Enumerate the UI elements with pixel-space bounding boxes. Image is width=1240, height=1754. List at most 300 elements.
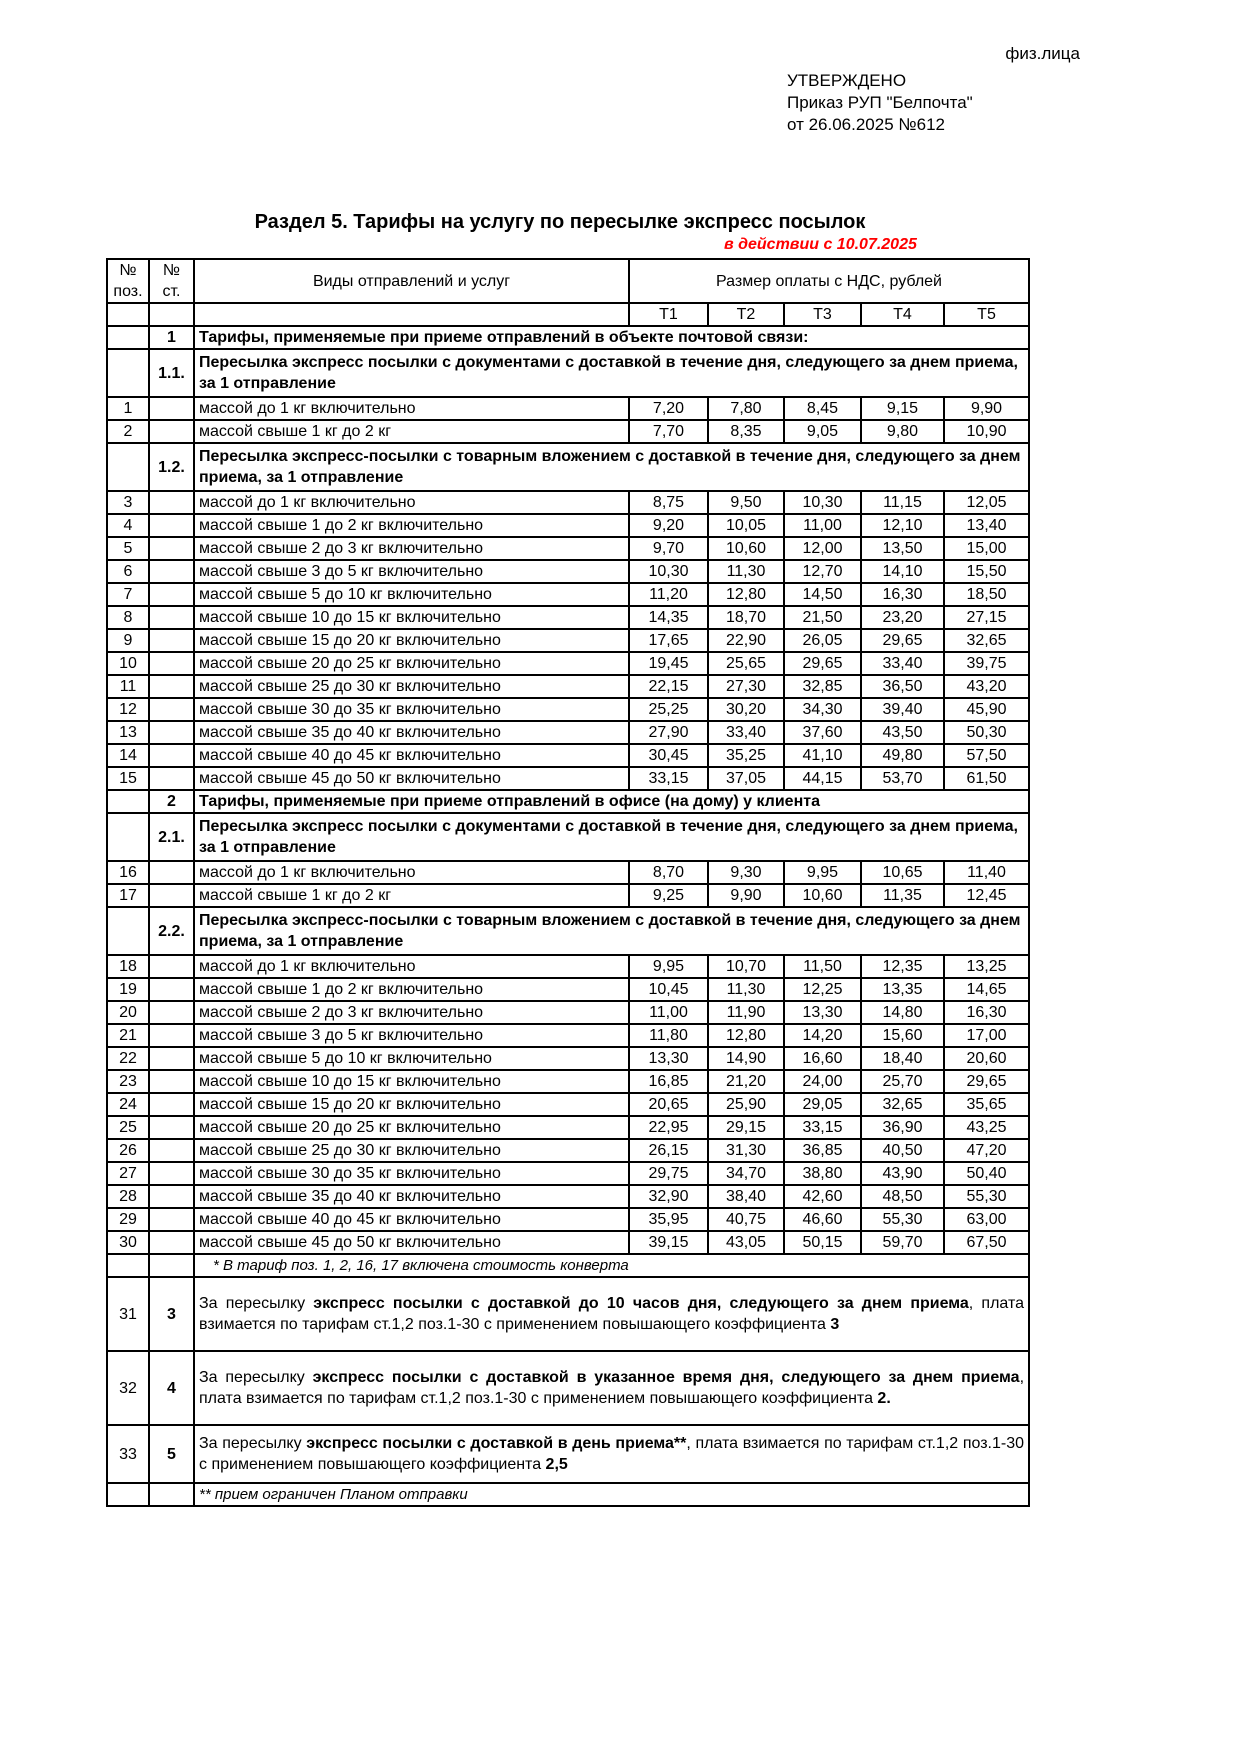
price-t1: 10,30 [629, 560, 708, 583]
table-row [107, 560, 1029, 583]
table-row [107, 514, 1029, 537]
price-t2: 18,70 [708, 606, 784, 629]
weight-description: массой свыше 20 до 25 кг включительно [194, 1116, 629, 1139]
position-number: 16 [107, 861, 149, 884]
surcharge-prefix: За пересылку [199, 1369, 313, 1386]
price-t5: 13,25 [944, 955, 1029, 978]
weight-description: массой свыше 15 до 20 кг включительно [194, 629, 629, 652]
position-number: 5 [107, 537, 149, 560]
section-row-2 [107, 790, 1029, 813]
weight-description: массой свыше 35 до 40 кг включительно [194, 721, 629, 744]
price-t4: 48,50 [861, 1185, 944, 1208]
price-t3: 24,00 [784, 1070, 861, 1093]
col-price-header: Размер оплаты с НДС, рублей [629, 259, 1029, 303]
price-t2: 43,05 [708, 1231, 784, 1254]
surcharge-coefficient: 2,5 [545, 1456, 568, 1473]
price-t5: 15,00 [944, 537, 1029, 560]
price-t2: 40,75 [708, 1208, 784, 1231]
table-row [107, 397, 1029, 420]
price-t4: 36,90 [861, 1116, 944, 1139]
price-t4: 36,50 [861, 675, 944, 698]
header-row [107, 259, 1029, 303]
position-number: 6 [107, 560, 149, 583]
subsection-title: Пересылка экспресс-посылки с товарным вложением с доставкой в течение дня, следующего за днем приема, за 1 отправление [194, 443, 1029, 491]
price-t1: 35,95 [629, 1208, 708, 1231]
price-t3: 9,95 [784, 861, 861, 884]
weight-description: массой свыше 1 кг до 2 кг [194, 884, 629, 907]
weight-description: массой свыше 1 до 2 кг включительно [194, 978, 629, 1001]
table-row [107, 537, 1029, 560]
price-t1: 10,45 [629, 978, 708, 1001]
price-t5: 13,40 [944, 514, 1029, 537]
price-t3: 50,15 [784, 1231, 861, 1254]
position-number: 22 [107, 1047, 149, 1070]
surcharge-terms: , плата взимается по тарифам ст.1,2 поз.1-30 с применением повышающего коэффициента [199, 1295, 1025, 1333]
position-number: 24 [107, 1093, 149, 1116]
weight-description: массой свыше 2 до 3 кг включительно [194, 537, 629, 560]
price-t3: 33,15 [784, 1116, 861, 1139]
price-t5: 50,40 [944, 1162, 1029, 1185]
position-number: 32 [107, 1351, 149, 1425]
page-title: Раздел 5. Тарифы на услугу по пересылке экспресс посылок [254, 211, 866, 233]
article-number: 5 [149, 1425, 194, 1483]
position-number: 18 [107, 955, 149, 978]
price-t4: 29,65 [861, 629, 944, 652]
subsection-number: 1.2. [149, 443, 194, 491]
position-number: 2 [107, 420, 149, 443]
weight-description: массой свыше 30 до 35 кг включительно [194, 1162, 629, 1185]
section-number: 1 [149, 326, 194, 349]
price-t1: 39,15 [629, 1231, 708, 1254]
position-number: 19 [107, 978, 149, 1001]
price-t4: 39,40 [861, 698, 944, 721]
price-t5: 63,00 [944, 1208, 1029, 1231]
position-number: 9 [107, 629, 149, 652]
weight-description: массой свыше 30 до 35 кг включительно [194, 698, 629, 721]
surcharge-prefix: За пересылку [199, 1295, 314, 1312]
footnote-plan [107, 1483, 1029, 1506]
price-t3: 13,30 [784, 1001, 861, 1024]
table-row [107, 721, 1029, 744]
price-t2: 9,50 [708, 491, 784, 514]
price-t1: 11,80 [629, 1024, 708, 1047]
weight-description: массой свыше 40 до 45 кг включительно [194, 744, 629, 767]
price-t4: 23,20 [861, 606, 944, 629]
price-t5: 39,75 [944, 652, 1029, 675]
subsection-row-1-2 [107, 443, 1029, 491]
price-t1: 7,70 [629, 420, 708, 443]
price-t3: 41,10 [784, 744, 861, 767]
price-t2: 34,70 [708, 1162, 784, 1185]
price-t1: 22,15 [629, 675, 708, 698]
price-t1: 16,85 [629, 1070, 708, 1093]
price-t3: 16,60 [784, 1047, 861, 1070]
price-t2: 10,05 [708, 514, 784, 537]
section-title: Тарифы, применяемые при приеме отправлений в офисе (на дому) у клиента [194, 790, 1029, 813]
price-t4: 11,35 [861, 884, 944, 907]
subsection-number: 1.1. [149, 349, 194, 397]
page-title-wrap [0, 211, 1240, 234]
table-row [107, 955, 1029, 978]
weight-description: массой свыше 5 до 10 кг включительно [194, 583, 629, 606]
price-t5: 61,50 [944, 767, 1029, 790]
price-t1: 7,20 [629, 397, 708, 420]
price-t4: 10,65 [861, 861, 944, 884]
price-t3: 12,25 [784, 978, 861, 1001]
col-st-header: № ст. [149, 259, 194, 303]
price-t1: 9,70 [629, 537, 708, 560]
subsection-number: 2.2. [149, 907, 194, 955]
price-t1: 8,70 [629, 861, 708, 884]
price-t3: 42,60 [784, 1185, 861, 1208]
table-row [107, 420, 1029, 443]
subsection-title: Пересылка экспресс посылки с документами с доставкой в течение дня, следующего за днем приема, за 1 отправление [194, 813, 1029, 861]
price-t1: 9,25 [629, 884, 708, 907]
price-t2: 29,15 [708, 1116, 784, 1139]
table-row [107, 1116, 1029, 1139]
position-number: 7 [107, 583, 149, 606]
price-t4: 12,10 [861, 514, 944, 537]
col-pos-header: № поз. [107, 259, 149, 303]
weight-description: массой свыше 35 до 40 кг включительно [194, 1185, 629, 1208]
position-number: 21 [107, 1024, 149, 1047]
footnote-envelope [107, 1254, 1029, 1277]
price-t3: 32,85 [784, 675, 861, 698]
subsection-row-1-1 [107, 349, 1029, 397]
surcharge-terms: , плата взимается по тарифам ст.1,2 поз.1-30 с применением повышающего коэффициента [199, 1435, 1025, 1473]
price-t2: 11,30 [708, 978, 784, 1001]
col-t3: T3 [784, 303, 861, 326]
price-t3: 29,05 [784, 1093, 861, 1116]
price-t1: 30,45 [629, 744, 708, 767]
table-row [107, 698, 1029, 721]
surcharge-row [107, 1277, 1029, 1351]
price-t1: 25,25 [629, 698, 708, 721]
price-t4: 11,15 [861, 491, 944, 514]
price-t5: 67,50 [944, 1231, 1029, 1254]
price-t5: 32,65 [944, 629, 1029, 652]
price-t4: 14,10 [861, 560, 944, 583]
price-t2: 14,90 [708, 1047, 784, 1070]
price-t3: 9,05 [784, 420, 861, 443]
price-t5: 9,90 [944, 397, 1029, 420]
price-t1: 17,65 [629, 629, 708, 652]
price-t1: 22,95 [629, 1116, 708, 1139]
price-t4: 55,30 [861, 1208, 944, 1231]
price-t3: 10,60 [784, 884, 861, 907]
position-number: 12 [107, 698, 149, 721]
price-t4: 15,60 [861, 1024, 944, 1047]
price-t2: 37,05 [708, 767, 784, 790]
approval-block [787, 70, 973, 136]
price-t5: 43,25 [944, 1116, 1029, 1139]
price-t4: 12,35 [861, 955, 944, 978]
section-number: 2 [149, 790, 194, 813]
price-t2: 12,80 [708, 583, 784, 606]
approval-line-2: Приказ РУП "Белпочта" [787, 93, 973, 112]
approval-line-1: УТВЕРЖДЕНО [787, 71, 907, 90]
price-t1: 11,20 [629, 583, 708, 606]
position-number: 4 [107, 514, 149, 537]
price-t2: 38,40 [708, 1185, 784, 1208]
price-t2: 33,40 [708, 721, 784, 744]
price-t5: 47,20 [944, 1139, 1029, 1162]
surcharge-coefficient: 3 [830, 1316, 840, 1333]
position-number: 3 [107, 491, 149, 514]
price-t5: 14,65 [944, 978, 1029, 1001]
position-number: 25 [107, 1116, 149, 1139]
surcharge-row [107, 1425, 1029, 1483]
price-t1: 27,90 [629, 721, 708, 744]
price-t5: 27,15 [944, 606, 1029, 629]
price-t5: 12,05 [944, 491, 1029, 514]
col-t1: T1 [629, 303, 708, 326]
price-t4: 14,80 [861, 1001, 944, 1024]
price-t2: 31,30 [708, 1139, 784, 1162]
price-t2: 10,60 [708, 537, 784, 560]
price-t4: 49,80 [861, 744, 944, 767]
weight-description: массой до 1 кг включительно [194, 397, 629, 420]
effective-date: в действии с 10.07.2025 [724, 236, 917, 253]
price-t3: 12,70 [784, 560, 861, 583]
price-t2: 9,30 [708, 861, 784, 884]
position-number: 17 [107, 884, 149, 907]
price-t4: 25,70 [861, 1070, 944, 1093]
price-t4: 13,50 [861, 537, 944, 560]
price-t1: 29,75 [629, 1162, 708, 1185]
table-row [107, 1231, 1029, 1254]
table-row [107, 1139, 1029, 1162]
price-t3: 10,30 [784, 491, 861, 514]
weight-description: массой свыше 40 до 45 кг включительно [194, 1208, 629, 1231]
weight-description: массой свыше 10 до 15 кг включительно [194, 1070, 629, 1093]
surcharge-description [194, 1425, 1029, 1483]
price-t5: 20,60 [944, 1047, 1029, 1070]
position-number: 26 [107, 1139, 149, 1162]
price-t4: 40,50 [861, 1139, 944, 1162]
position-number: 27 [107, 1162, 149, 1185]
price-t3: 11,50 [784, 955, 861, 978]
weight-description: массой свыше 3 до 5 кг включительно [194, 1024, 629, 1047]
col-t4: T4 [861, 303, 944, 326]
price-t1: 9,20 [629, 514, 708, 537]
table-row [107, 583, 1029, 606]
price-t4: 18,40 [861, 1047, 944, 1070]
weight-description: массой до 1 кг включительно [194, 491, 629, 514]
position-number: 30 [107, 1231, 149, 1254]
surcharge-prefix: За пересылку [199, 1435, 307, 1452]
price-t3: 46,60 [784, 1208, 861, 1231]
price-t5: 55,30 [944, 1185, 1029, 1208]
table-row [107, 1093, 1029, 1116]
price-t3: 8,45 [784, 397, 861, 420]
price-t5: 15,50 [944, 560, 1029, 583]
col-t2: T2 [708, 303, 784, 326]
price-t2: 7,80 [708, 397, 784, 420]
price-t4: 16,30 [861, 583, 944, 606]
table-row [107, 1208, 1029, 1231]
price-t2: 21,20 [708, 1070, 784, 1093]
position-number: 1 [107, 397, 149, 420]
price-t3: 21,50 [784, 606, 861, 629]
weight-description: массой до 1 кг включительно [194, 861, 629, 884]
price-t4: 9,80 [861, 420, 944, 443]
price-t2: 35,25 [708, 744, 784, 767]
price-t4: 13,35 [861, 978, 944, 1001]
position-number: 13 [107, 721, 149, 744]
article-number: 3 [149, 1277, 194, 1351]
subsection-row-2-1 [107, 813, 1029, 861]
position-number: 31 [107, 1277, 149, 1351]
table-row [107, 767, 1029, 790]
price-t4: 43,90 [861, 1162, 944, 1185]
price-t2: 11,90 [708, 1001, 784, 1024]
weight-description: массой свыше 5 до 10 кг включительно [194, 1047, 629, 1070]
surcharge-coefficient: 2. [877, 1390, 891, 1407]
weight-description: массой свыше 1 до 2 кг включительно [194, 514, 629, 537]
section-title: Тарифы, применяемые при приеме отправлений в объекте почтовой связи: [194, 326, 1029, 349]
position-number: 11 [107, 675, 149, 698]
price-t2: 9,90 [708, 884, 784, 907]
table-row [107, 491, 1029, 514]
price-t2: 27,30 [708, 675, 784, 698]
price-t2: 10,70 [708, 955, 784, 978]
subsection-title: Пересылка экспресс-посылки с товарным вложением с доставкой в течение дня, следующего за днем приема, за 1 отправление [194, 907, 1029, 955]
subsection-number: 2.1. [149, 813, 194, 861]
table-row [107, 861, 1029, 884]
audience-label: физ.лица [1005, 44, 1080, 63]
table-row [107, 1162, 1029, 1185]
tariff-table [106, 258, 1030, 1507]
price-t1: 26,15 [629, 1139, 708, 1162]
table-row [107, 675, 1029, 698]
price-t1: 9,95 [629, 955, 708, 978]
price-t4: 53,70 [861, 767, 944, 790]
price-t4: 32,65 [861, 1093, 944, 1116]
subsection-row-2-2 [107, 907, 1029, 955]
table-row [107, 884, 1029, 907]
price-t5: 45,90 [944, 698, 1029, 721]
table-row [107, 1070, 1029, 1093]
price-t3: 29,65 [784, 652, 861, 675]
table-row [107, 1001, 1029, 1024]
surcharge-service: экспресс посылки с доставкой в указанное время дня, следующего за днем приема [312, 1369, 1020, 1386]
position-number: 23 [107, 1070, 149, 1093]
price-t3: 11,00 [784, 514, 861, 537]
price-t5: 29,65 [944, 1070, 1029, 1093]
surcharge-terms: , плата взимается по тарифам ст.1,2 поз.1-30 с применением повышающего коэффициента [199, 1369, 1025, 1407]
price-t2: 25,65 [708, 652, 784, 675]
weight-description: массой до 1 кг включительно [194, 955, 629, 978]
price-t3: 38,80 [784, 1162, 861, 1185]
surcharge-service: экспресс посылки с доставкой до 10 часов дня, следующего за днем приема [313, 1295, 969, 1312]
price-t4: 43,50 [861, 721, 944, 744]
surcharge-description [194, 1277, 1029, 1351]
weight-description: массой свыше 45 до 50 кг включительно [194, 1231, 629, 1254]
price-t1: 32,90 [629, 1185, 708, 1208]
price-t1: 19,45 [629, 652, 708, 675]
weight-description: массой свыше 10 до 15 кг включительно [194, 606, 629, 629]
price-t1: 14,35 [629, 606, 708, 629]
price-t3: 12,00 [784, 537, 861, 560]
table-row [107, 629, 1029, 652]
table-row [107, 978, 1029, 1001]
price-t5: 12,45 [944, 884, 1029, 907]
weight-description: массой свыше 25 до 30 кг включительно [194, 675, 629, 698]
price-t3: 14,50 [784, 583, 861, 606]
price-t2: 12,80 [708, 1024, 784, 1047]
price-t5: 43,20 [944, 675, 1029, 698]
price-t2: 8,35 [708, 420, 784, 443]
price-t5: 16,30 [944, 1001, 1029, 1024]
price-t3: 44,15 [784, 767, 861, 790]
footnote-text: * В тариф поз. 1, 2, 16, 17 включена стоимость конверта [194, 1254, 1029, 1277]
surcharge-row [107, 1351, 1029, 1425]
article-number: 4 [149, 1351, 194, 1425]
weight-description: массой свыше 3 до 5 кг включительно [194, 560, 629, 583]
price-t4: 59,70 [861, 1231, 944, 1254]
price-t5: 10,90 [944, 420, 1029, 443]
price-t3: 37,60 [784, 721, 861, 744]
position-number: 29 [107, 1208, 149, 1231]
surcharge-service: экспресс посылки с доставкой в день приема** [306, 1435, 687, 1452]
col-desc-header: Виды отправлений и услуг [194, 259, 629, 303]
weight-description: массой свыше 20 до 25 кг включительно [194, 652, 629, 675]
weight-description: массой свыше 25 до 30 кг включительно [194, 1139, 629, 1162]
price-t3: 34,30 [784, 698, 861, 721]
weight-description: массой свыше 45 до 50 кг включительно [194, 767, 629, 790]
price-t4: 33,40 [861, 652, 944, 675]
surcharge-description [194, 1351, 1029, 1425]
tariff-header-row [107, 303, 1029, 326]
position-number: 33 [107, 1425, 149, 1483]
price-t2: 22,90 [708, 629, 784, 652]
price-t1: 8,75 [629, 491, 708, 514]
price-t1: 20,65 [629, 1093, 708, 1116]
table-row [107, 652, 1029, 675]
weight-description: массой свыше 15 до 20 кг включительно [194, 1093, 629, 1116]
price-t5: 35,65 [944, 1093, 1029, 1116]
price-t5: 17,00 [944, 1024, 1029, 1047]
table-row [107, 744, 1029, 767]
weight-description: массой свыше 2 до 3 кг включительно [194, 1001, 629, 1024]
price-t3: 36,85 [784, 1139, 861, 1162]
price-t3: 14,20 [784, 1024, 861, 1047]
price-t1: 13,30 [629, 1047, 708, 1070]
price-t1: 33,15 [629, 767, 708, 790]
position-number: 10 [107, 652, 149, 675]
section-row-1 [107, 326, 1029, 349]
price-t5: 57,50 [944, 744, 1029, 767]
position-number: 14 [107, 744, 149, 767]
position-number: 8 [107, 606, 149, 629]
position-number: 15 [107, 767, 149, 790]
approval-line-3: от 26.06.2025 №612 [787, 115, 945, 134]
table-row [107, 1185, 1029, 1208]
position-number: 28 [107, 1185, 149, 1208]
price-t2: 30,20 [708, 698, 784, 721]
subsection-title: Пересылка экспресс посылки с документами с доставкой в течение дня, следующего за днем приема, за 1 отправление [194, 349, 1029, 397]
price-t4: 9,15 [861, 397, 944, 420]
price-t5: 50,30 [944, 721, 1029, 744]
price-t2: 25,90 [708, 1093, 784, 1116]
price-t5: 18,50 [944, 583, 1029, 606]
price-t2: 11,30 [708, 560, 784, 583]
col-t5: T5 [944, 303, 1029, 326]
price-t1: 11,00 [629, 1001, 708, 1024]
weight-description: массой свыше 1 кг до 2 кг [194, 420, 629, 443]
price-t3: 26,05 [784, 629, 861, 652]
